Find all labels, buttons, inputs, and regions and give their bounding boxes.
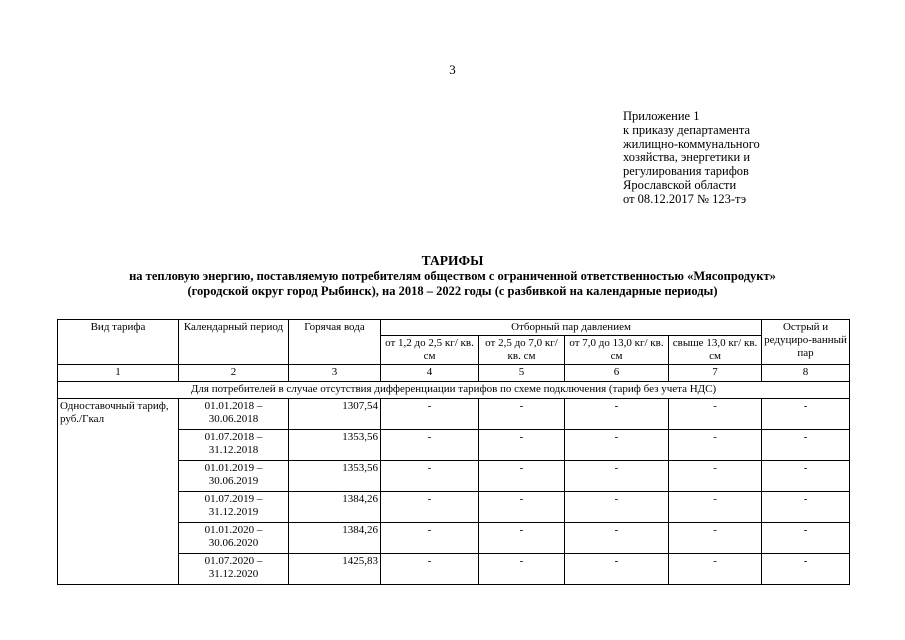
document-subtitle-line: (городской округ город Рыбинск), на 2018 – 2022 годы (с разбивкой на календарные периоды): [187, 284, 718, 298]
column-number: 8: [762, 365, 850, 382]
steam-cell: -: [669, 399, 762, 430]
header-sharp-steam: Острый и редуциро-ванный пар: [762, 320, 850, 365]
period-cell: 01.01.2018 – 30.06.2018: [179, 399, 289, 430]
section-title: Для потребителей в случае отсутствия дифференциации тарифов по схеме подключения (тариф без учета НДС): [58, 382, 850, 399]
steam-cell: -: [381, 399, 479, 430]
header-steam-over-13-0: свыше 13,0 кг/ кв. см: [669, 336, 762, 365]
hot-water-cell: 1353,56: [289, 461, 381, 492]
steam-cell: -: [479, 523, 565, 554]
period-cell: 01.07.2019 – 31.12.2019: [179, 492, 289, 523]
sharp-steam-cell: -: [762, 461, 850, 492]
column-number: 2: [179, 365, 289, 382]
steam-cell: -: [381, 492, 479, 523]
appendix-line: от 08.12.2017 № 123-тэ: [623, 191, 747, 206]
period-cell: 01.01.2020 – 30.06.2020: [179, 523, 289, 554]
header-steam-7-0-13-0: от 7,0 до 13,0 кг/ кв. см: [565, 336, 669, 365]
steam-cell: -: [479, 554, 565, 585]
column-number: 5: [479, 365, 565, 382]
appendix-line: жилищно-коммунального: [623, 136, 760, 151]
header-tariff-type: Вид тарифа: [58, 320, 179, 365]
tariffs-table: [57, 319, 850, 585]
document-title: ТАРИФЫ: [421, 253, 484, 268]
steam-cell: -: [565, 461, 669, 492]
steam-cell: -: [479, 399, 565, 430]
steam-cell: -: [479, 430, 565, 461]
header-steam-group: Отборный пар давлением: [381, 320, 762, 336]
page-number: 3: [449, 62, 456, 77]
appendix-line: хозяйства, энергетики и: [623, 150, 751, 165]
header-steam-1-2-2-5: от 1,2 до 2,5 кг/ кв. см: [381, 336, 479, 365]
steam-cell: -: [669, 554, 762, 585]
sharp-steam-cell: -: [762, 554, 850, 585]
appendix-line: Ярославской области: [623, 177, 737, 192]
column-number: 4: [381, 365, 479, 382]
steam-cell: -: [479, 461, 565, 492]
period-cell: 01.07.2020 – 31.12.2020: [179, 554, 289, 585]
column-number-row: [58, 365, 850, 382]
sharp-steam-cell: -: [762, 399, 850, 430]
steam-cell: -: [479, 492, 565, 523]
steam-cell: -: [381, 430, 479, 461]
document-subtitle-line: на тепловую энергию, поставляемую потребителям обществом с ограниченной ответственностью «Мясопродукт»: [129, 269, 776, 283]
column-number: 3: [289, 365, 381, 382]
steam-cell: -: [381, 461, 479, 492]
column-number: 6: [565, 365, 669, 382]
hot-water-cell: 1384,26: [289, 523, 381, 554]
period-cell: 01.07.2018 – 31.12.2018: [179, 430, 289, 461]
header-period: Календарный период: [179, 320, 289, 365]
steam-cell: -: [565, 399, 669, 430]
steam-cell: -: [381, 523, 479, 554]
header-steam-2-5-7-0: от 2,5 до 7,0 кг/ кв. см: [479, 336, 565, 365]
steam-cell: -: [565, 523, 669, 554]
section-row: [58, 382, 850, 399]
appendix-line: Приложение 1: [623, 109, 700, 123]
steam-cell: -: [565, 430, 669, 461]
steam-cell: -: [669, 461, 762, 492]
appendix-note: [623, 110, 760, 207]
sharp-steam-cell: -: [762, 492, 850, 523]
steam-cell: -: [565, 554, 669, 585]
tariff-type-cell: Одноставочный тариф, руб./Гкал: [58, 399, 179, 585]
table-header-row: [58, 320, 850, 336]
column-number: 1: [58, 365, 179, 382]
header-hot-water: Горячая вода: [289, 320, 381, 365]
steam-cell: -: [669, 492, 762, 523]
period-cell: 01.01.2019 – 30.06.2019: [179, 461, 289, 492]
hot-water-cell: 1353,56: [289, 430, 381, 461]
sharp-steam-cell: -: [762, 523, 850, 554]
steam-cell: -: [669, 523, 762, 554]
table-row: [58, 399, 850, 430]
column-number: 7: [669, 365, 762, 382]
hot-water-cell: 1307,54: [289, 399, 381, 430]
steam-cell: -: [669, 430, 762, 461]
hot-water-cell: 1384,26: [289, 492, 381, 523]
appendix-line: регулирования тарифов: [623, 164, 749, 179]
sharp-steam-cell: -: [762, 430, 850, 461]
document-title-block: [0, 253, 905, 299]
appendix-line: к приказу департамента: [623, 122, 751, 137]
steam-cell: -: [565, 492, 669, 523]
hot-water-cell: 1425,83: [289, 554, 381, 585]
steam-cell: -: [381, 554, 479, 585]
